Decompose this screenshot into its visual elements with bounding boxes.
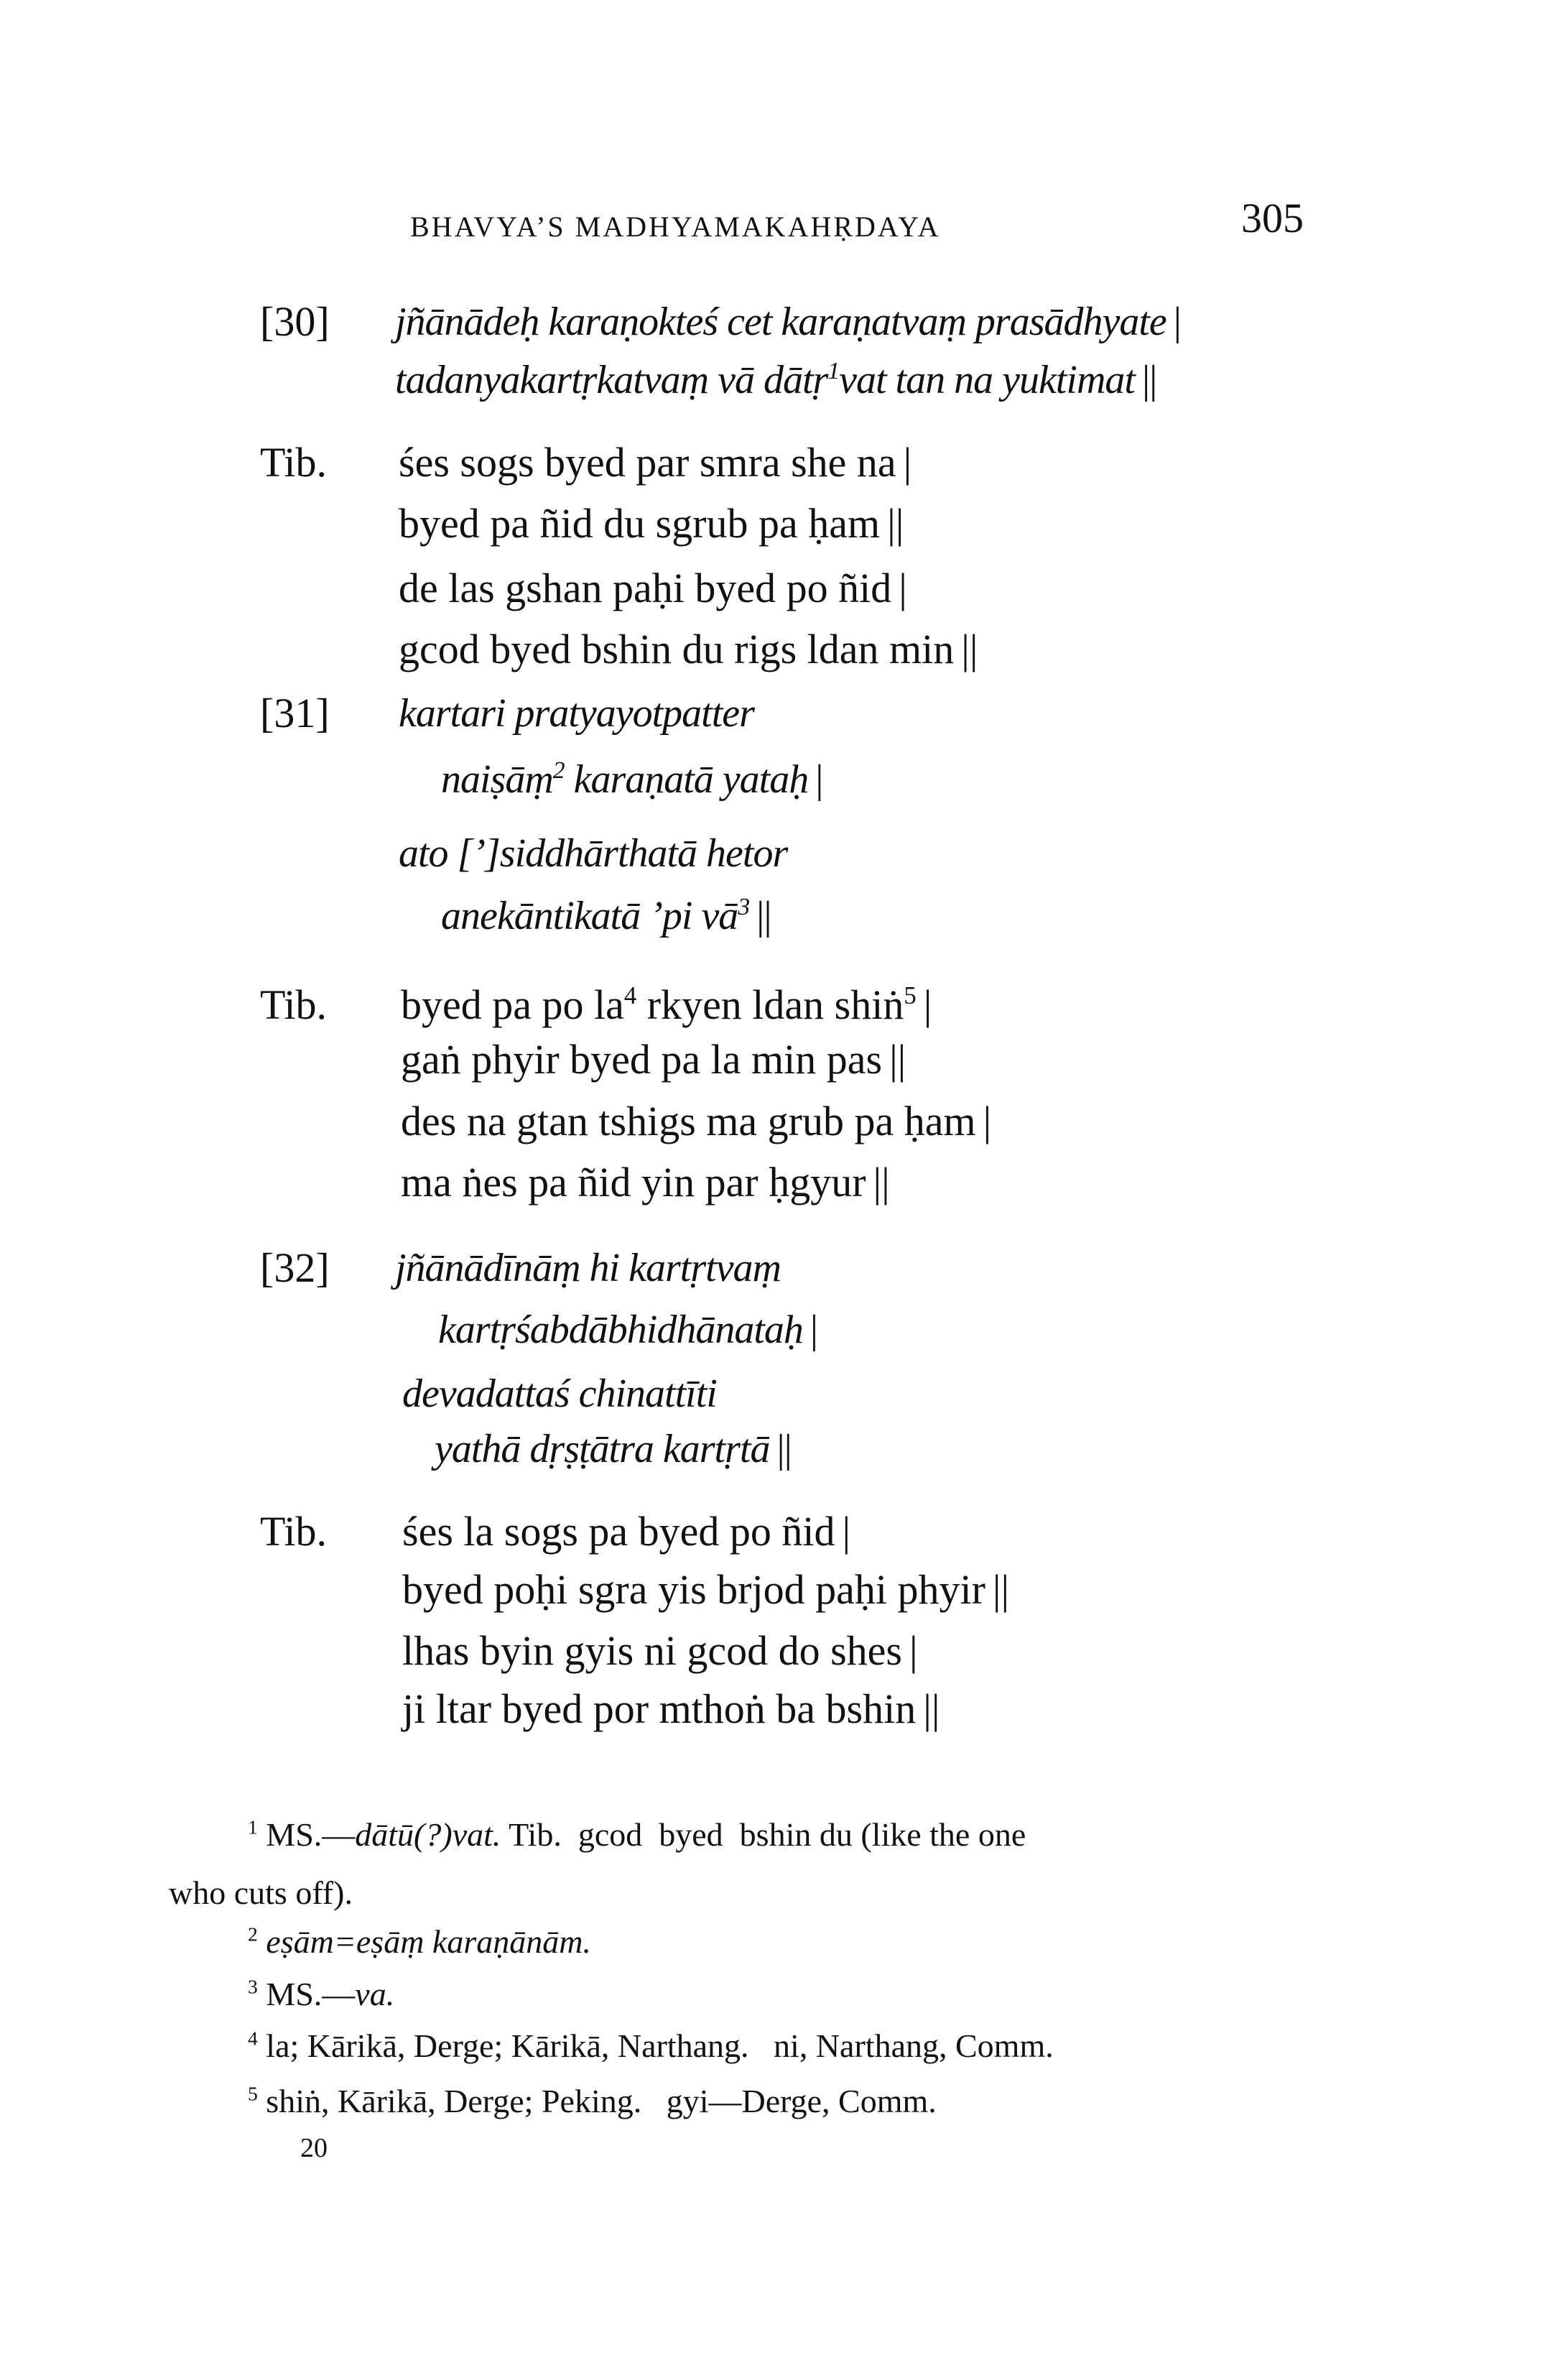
text: karaṇatā yataḥ: [573, 757, 809, 802]
danda: |: [909, 1627, 918, 1674]
verse-label: [31]: [260, 690, 330, 736]
danda: |: [842, 1508, 851, 1555]
danda: |: [899, 565, 907, 611]
footnote-ref[interactable]: 1: [827, 357, 840, 384]
tib-label: Tib.: [260, 981, 328, 1028]
footnote-number: 2: [248, 1923, 258, 1946]
text: Tib. gcod byed bshin du (like the one: [501, 1816, 1026, 1853]
double-danda: ||: [961, 626, 978, 672]
tibetan-line: [402, 1561, 1009, 1619]
text: ji ltar byed por mthoṅ ba bshin: [402, 1685, 917, 1732]
double-danda: ||: [756, 894, 771, 938]
text: vat tan na yuktimat: [839, 358, 1135, 402]
sanskrit-line: [435, 1420, 792, 1478]
sanskrit-line: [441, 887, 771, 945]
text: gaṅ phyir byed pa la min pas: [401, 1036, 883, 1083]
double-danda: ||: [776, 1427, 792, 1471]
footnote-ref[interactable]: 4: [623, 981, 637, 1010]
text: va.: [355, 1976, 395, 2012]
text: śes sogs byed par smra she na: [399, 439, 896, 486]
page-number: 305: [1241, 195, 1304, 241]
tibetan-line: [399, 434, 911, 491]
footnote-4: [248, 2017, 1054, 2075]
text: de las gshan paḥi byed po ñid: [399, 565, 892, 611]
text: MS.—: [266, 1816, 356, 1853]
tibetan-line: [401, 976, 932, 1034]
text: naiṣāṃ: [441, 757, 553, 802]
danda: |: [809, 1308, 818, 1352]
text: kartari pratyayotpatter: [399, 691, 754, 736]
footnote-number: 5: [248, 2082, 258, 2105]
tibetan-line: [401, 1093, 991, 1150]
sanskrit-line: [395, 293, 1181, 351]
footnote-3: [248, 1966, 394, 2023]
double-danda: ||: [992, 1566, 1010, 1613]
footnote-ref[interactable]: 3: [738, 893, 750, 920]
text: byed poḥi sgra yis brjod paḥi phyir: [402, 1566, 985, 1613]
text: jñānādeḥ karaṇokteś cet karaṇatvaṃ prasādhyate: [395, 300, 1166, 344]
sanskrit-line: [399, 825, 787, 882]
double-danda: ||: [1141, 358, 1157, 402]
verse-label: [32]: [260, 1244, 330, 1291]
sanskrit-line: [399, 685, 754, 742]
tibetan-line: [402, 1680, 940, 1738]
text: kartṛśabdābhidhānataḥ: [438, 1308, 803, 1352]
footnote-ref[interactable]: 5: [904, 981, 917, 1010]
text: la; Kārikā, Derge; Kārikā, Narthang. ni, Narthang, Comm.: [266, 2027, 1054, 2064]
text: eṣām=eṣāṃ karaṇānām.: [266, 1923, 591, 1960]
footnote-1-continued: who cuts off).: [169, 1874, 353, 1911]
double-danda: ||: [889, 1036, 906, 1083]
text: shiṅ, Kārikā, Derge; Peking. gyi—Derge, Comm.: [266, 2083, 937, 2119]
sanskrit-line: [395, 1239, 781, 1297]
tib-label: Tib.: [260, 1508, 328, 1555]
text: jñānādīnāṃ hi kartṛtvaṃ: [395, 1246, 781, 1290]
tibetan-line: [399, 560, 907, 617]
danda: |: [983, 1098, 992, 1144]
text: yathā dṛṣṭātra kartṛtā: [435, 1427, 770, 1471]
sanskrit-line: [441, 751, 822, 808]
tibetan-line: [401, 1154, 890, 1211]
text: byed pa po la: [401, 981, 624, 1028]
text: tadanyakartṛkatvaṃ vā dātṛ: [395, 358, 828, 402]
text: dātū(?)vat.: [355, 1816, 501, 1853]
sanskrit-line: [438, 1301, 817, 1359]
footnote-number: 1: [248, 1815, 258, 1838]
tibetan-line: [402, 1503, 850, 1560]
tibetan-line: [399, 495, 904, 552]
footnote-ref[interactable]: 2: [552, 757, 565, 784]
sanskrit-line: [395, 351, 1156, 409]
tib-label: Tib.: [260, 439, 328, 486]
text: des na gtan tshigs ma grub pa ḥam: [401, 1098, 976, 1144]
text: gcod byed bshin du rigs ldan min: [399, 626, 955, 672]
text: anekāntikatā ’pi vā: [441, 894, 738, 938]
double-danda: ||: [873, 1159, 890, 1206]
text: byed pa ñid du sgrub pa ḥam: [399, 500, 881, 547]
text: ato [’]siddhārthatā hetor: [399, 831, 788, 876]
running-title: BHAVYA’S MADHYAMAKAHṚDAYA: [410, 210, 941, 243]
tibetan-line: [399, 621, 978, 678]
danda: |: [1173, 300, 1181, 344]
text: devadattaś chinattīti: [402, 1371, 717, 1416]
tibetan-line: [401, 1031, 906, 1088]
footnote-1: [248, 1806, 1026, 1864]
text: MS.—: [266, 1976, 356, 2012]
double-danda: ||: [923, 1685, 940, 1732]
danda: |: [815, 757, 823, 802]
signature-mark: 20: [300, 2133, 328, 2163]
text: śes la sogs pa byed po ñid: [402, 1508, 835, 1555]
double-danda: ||: [887, 500, 904, 547]
footnote-5: [248, 2073, 937, 2130]
text: ma ṅes pa ñid yin par ḥgyur: [401, 1159, 866, 1206]
text: rkyen ldan shiṅ: [646, 981, 904, 1028]
footnote-number: 3: [248, 1975, 258, 1998]
footnote-2: [248, 1913, 591, 1971]
footnote-number: 4: [248, 2027, 258, 2050]
sanskrit-line: [402, 1365, 717, 1422]
verse-label: [30]: [260, 298, 330, 345]
text: lhas byin gyis ni gcod do shes: [402, 1627, 902, 1674]
danda: |: [903, 439, 912, 486]
tibetan-line: [402, 1622, 918, 1680]
danda: |: [923, 981, 932, 1028]
